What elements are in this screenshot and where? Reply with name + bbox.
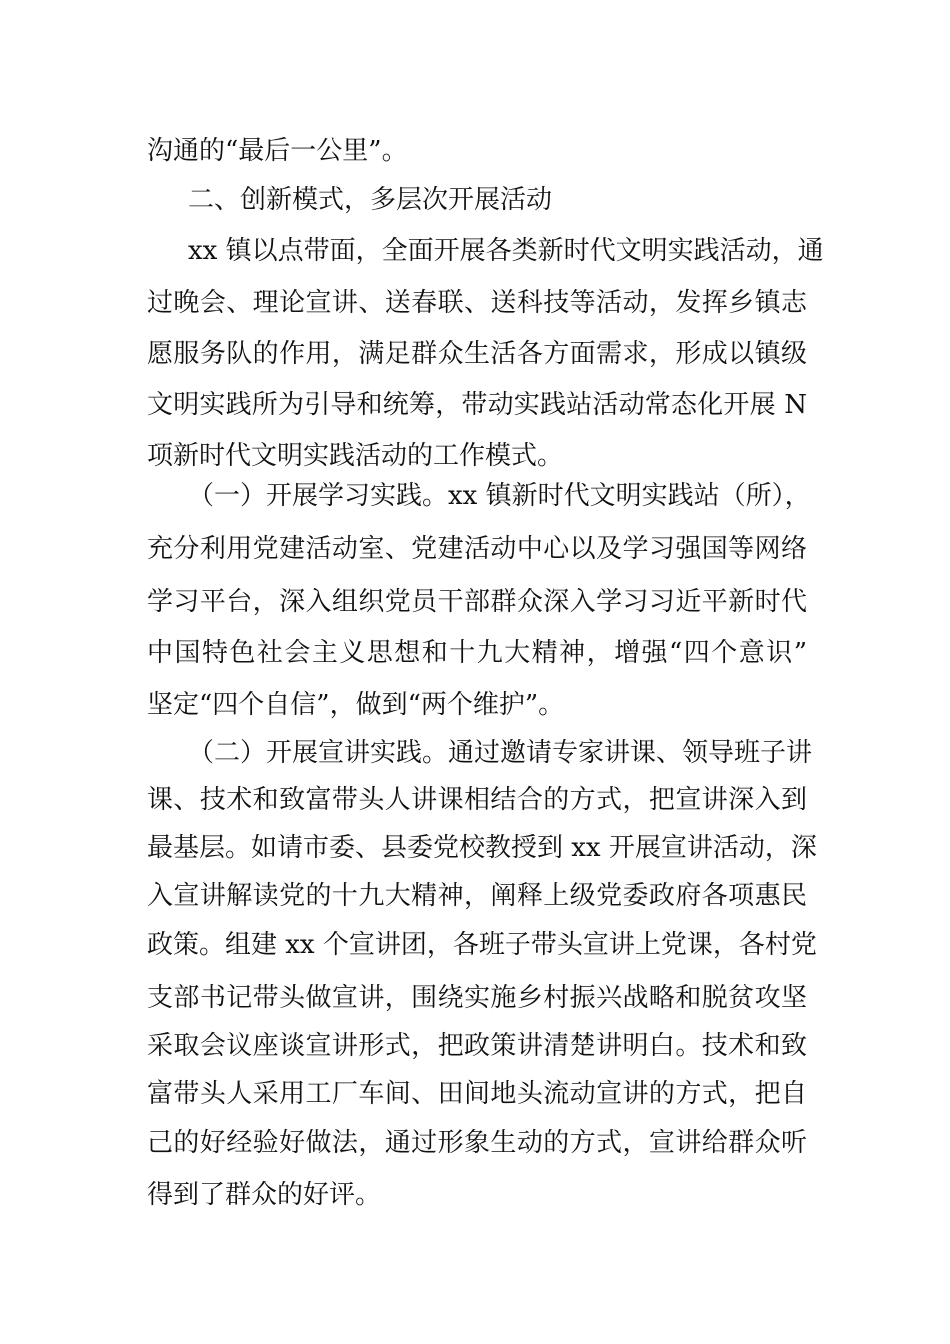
- text-line: 项新时代文明实践活动的工作模式。: [147, 441, 564, 471]
- text-line: 中国特色社会主义思想和十九大精神，增强“四个意识”: [147, 638, 807, 668]
- text-line: 坚定“四个自信”，做到“两个维护”。: [147, 690, 565, 720]
- text-line: 政策。组建 xx 个宣讲团，各班子带头宣讲上党课，各村党: [147, 930, 817, 960]
- text-line: 最基层。如请市委、县委党校教授到 xx 开展宣讲活动，深: [147, 833, 817, 863]
- text-line: 己的好经验好做法，通过形象生动的方式，宣讲给群众听: [147, 1128, 807, 1158]
- text-line: 入宣讲解读党的十九大精神，阐释上级党委政府各项惠民: [147, 881, 807, 911]
- text-line: 富带头人采用工厂车间、田间地头流动宣讲的方式，把自: [147, 1079, 807, 1109]
- text-line: xx 镇以点带面，全面开展各类新时代文明实践活动，通: [188, 236, 824, 266]
- text-line: 采取会议座谈宣讲形式，把政策讲清楚讲明白。技术和致: [147, 1031, 807, 1061]
- text-line: 充分利用党建活动室、党建活动中心以及学习强国等网络: [147, 534, 807, 564]
- text-line: 沟通的“最后一公里”。: [147, 136, 408, 166]
- text-line: 学习平台，深入组织党员干部群众深入学习习近平新时代: [147, 587, 807, 617]
- section-heading: 二、创新模式，多层次开展活动: [188, 185, 553, 215]
- text-line: （一）开展学习实践。xx 镇新时代文明实践站（所），: [188, 481, 811, 511]
- text-line: 支部书记带头做宣讲，围绕实施乡村振兴战略和脱贫攻坚: [147, 983, 807, 1013]
- text-line: 过晚会、理论宣讲、送春联、送科技等活动，发挥乡镇志: [147, 288, 807, 318]
- text-line: 文明实践所为引导和统筹，带动实践站活动常态化开展 N: [147, 390, 807, 420]
- text-line: 得到了群众的好评。: [147, 1180, 382, 1210]
- text-line: （二）开展宣讲实践。通过邀请专家讲课、领导班子讲: [188, 738, 813, 768]
- text-line: 课、技术和致富带头人讲课相结合的方式，把宣讲深入到: [147, 785, 807, 815]
- text-line: 愿服务队的作用，满足群众生活各方面需求，形成以镇级: [147, 339, 807, 369]
